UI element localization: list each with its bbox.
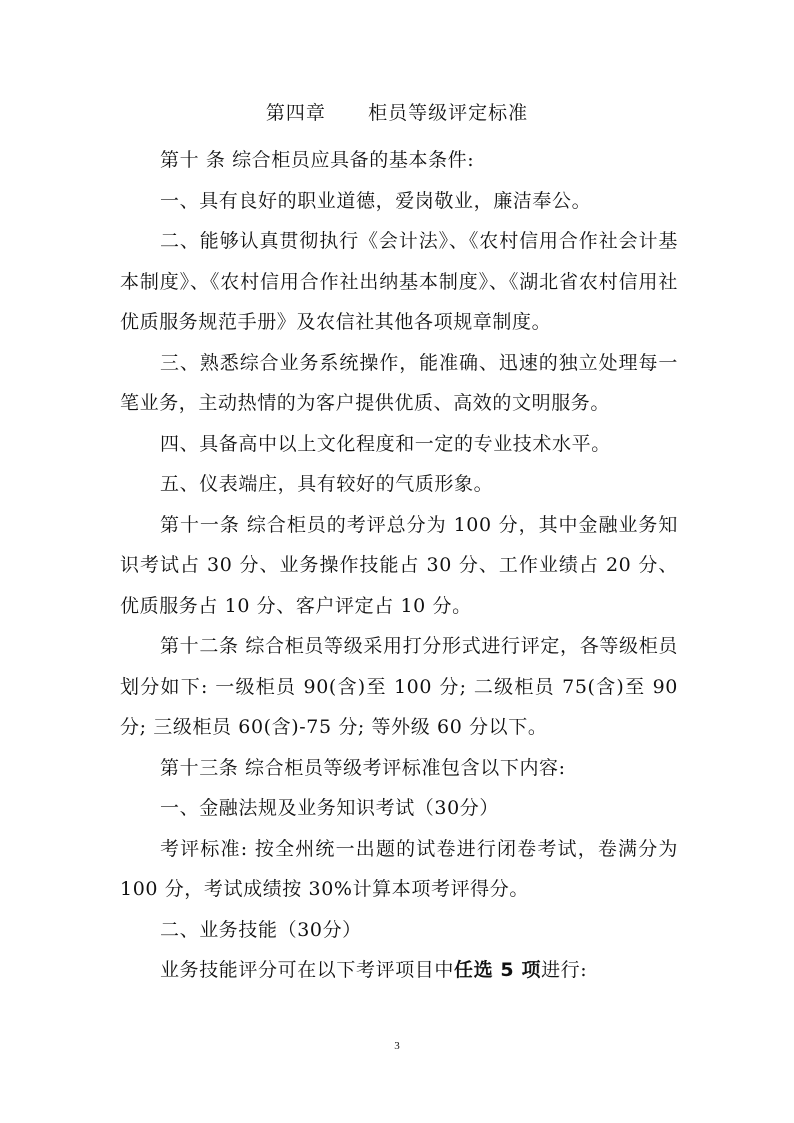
article-12: 第十二条 综合柜员等级采用打分形式进行评定，各等级柜员划分如下: 一级柜员 90(含)至 100 分; 二级柜员 75(含)至 90 分; 三级柜员 60(含)-75 分; 等外级 60 分以下。 — [120, 635, 678, 738]
condition-2: 二、能够认真贯彻执行《会计法》、《农村信用合作社会计基本制度》、《农村信用合作社出纳基本制度》、《湖北省农村信用社优质服务规范手册》及农信社其他各项规章制度。 — [120, 230, 678, 333]
condition-3: 三、熟悉综合业务系统操作，能准确、迅速的独立处理每一笔业务，主动热情的为客户提供优质、高效的文明服务。 — [120, 351, 678, 414]
section-2-intro-after: 进行: — [541, 959, 588, 981]
condition-1: 一、具有良好的职业道德，爱岗敬业，廉洁奉公。 — [160, 189, 592, 212]
condition-4: 四、具备高中以上文化程度和一定的专业技术水平。 — [160, 432, 611, 455]
condition-5: 五、仪表端庄，具有较好的气质形象。 — [160, 473, 494, 495]
article-11: 第十一条 综合柜员的考评总分为 100 分，其中金融业务知识考试占 30 分、业务操作技能占 30 分、工作业绩占 20 分、优质服务占 10 分、客户评定占 10 分。 — [120, 513, 678, 617]
section-2-intro-before: 业务技能评分可在以下考评项目中 — [160, 959, 455, 981]
document-body — [120, 140, 678, 991]
section-2-intro — [120, 950, 678, 991]
section-1-criteria: 考评标准: 按全州统一出题的试卷进行闭卷考试，卷满分为 100 分，考试成绩按 30%计算本项考评得分。 — [120, 837, 678, 900]
page-number: 3 — [394, 1040, 400, 1052]
article-10-heading: 第十 条 综合柜员应具备的基本条件: — [160, 149, 475, 171]
section-2-heading: 二、业务技能（30分） — [160, 918, 362, 941]
article-13-heading: 第十三条 综合柜员等级考评标准包含以下内容: — [160, 756, 566, 779]
section-2-intro-emphasis: 任选 5 项 — [454, 959, 542, 981]
section-1-heading: 一、金融法规及业务知识考试（30分） — [160, 797, 499, 819]
chapter-title: 第四章 柜员等级评定标准 — [265, 102, 529, 124]
